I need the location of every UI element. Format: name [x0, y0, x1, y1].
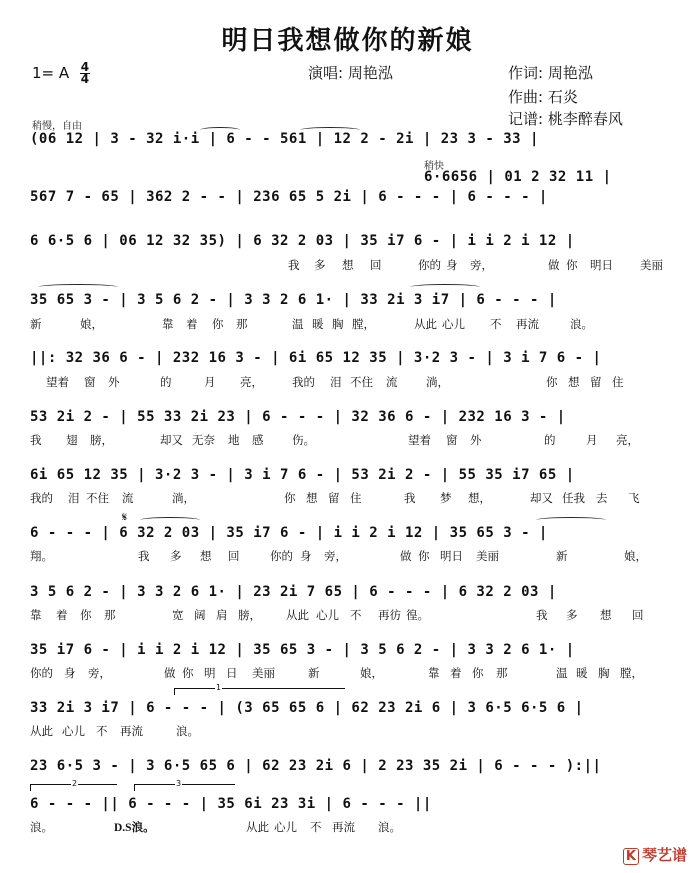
- lyric-syllable: 想，: [468, 491, 491, 505]
- meter-bottom: 4: [80, 72, 90, 86]
- notation-row-13: 23 6·5 3 - | 3 6·5 65 6 | 62 23 2i 6 | 2 23 35 2i | 6 - - - ):||: [30, 758, 602, 774]
- transcriber-credit: 记谱: 桃李醉春风: [508, 110, 623, 128]
- slur-mark: [536, 517, 606, 523]
- lyric-syllable: 我的: [30, 491, 53, 505]
- lyric-syllable: 从此: [414, 317, 437, 331]
- lyric-syllable: 旁，: [470, 258, 493, 272]
- slur-mark: [200, 127, 240, 133]
- composer-credit: 作曲: 石炎: [508, 88, 578, 106]
- lyric-syllable: 多: [314, 258, 326, 272]
- lyricist-credit: 作词: 周艳泓: [508, 64, 593, 82]
- lyric-syllable: 留: [590, 375, 602, 389]
- lyrics-row-6: [0, 548, 695, 564]
- lyric-syllable: 多: [170, 549, 182, 563]
- volta-bracket-2: [30, 779, 117, 791]
- notation-row-2: 6·6656 | 01 2 32 11 |: [424, 169, 612, 185]
- lyric-syllable: 再流: [332, 820, 355, 834]
- notation-row-9: 6 - - - | 6 32 2 03 | 35 i7 6 - | i i 2 i 12 | 35 65 3 - |: [30, 525, 548, 541]
- lyric-syllable: 窗: [84, 375, 96, 389]
- lyric-syllable: 外: [470, 433, 482, 447]
- lyric-syllable: 美丽: [640, 258, 663, 272]
- lyric-syllable: 明日: [440, 549, 463, 563]
- lyric-syllable: 的: [544, 433, 556, 447]
- lyric-syllable: 温: [556, 666, 568, 680]
- lyric-syllable: 做: [400, 549, 412, 563]
- site-watermark: [623, 844, 687, 865]
- lyric-syllable: 娘，: [624, 549, 647, 563]
- lyric-syllable: 美丽: [476, 549, 499, 563]
- lyric-syllable: 身: [300, 549, 312, 563]
- lyric-syllable: 新: [30, 317, 42, 331]
- watermark-text: 琴艺谱: [641, 846, 687, 864]
- lyric-syllable: 你: [182, 666, 194, 680]
- lyric-syllable: 亮，: [616, 433, 639, 447]
- lyric-syllable: 那: [104, 608, 116, 622]
- lyric-syllable: 我: [138, 549, 150, 563]
- lyric-syllable: 梦: [440, 491, 452, 505]
- lyric-syllable: 温: [292, 317, 304, 331]
- lyric-syllable: 任我: [562, 491, 585, 505]
- lyric-syllable: 胸: [332, 317, 344, 331]
- lyric-syllable: 心儿: [442, 317, 465, 331]
- lyric-syllable: 淌，: [172, 491, 195, 505]
- lyric-syllable: 却又: [530, 491, 553, 505]
- lyric-syllable: 月: [586, 433, 598, 447]
- lyric-syllable: 明日: [590, 258, 613, 272]
- tempo-mark-slow: 稍慢，自由: [32, 121, 82, 132]
- lyric-syllable: 身: [446, 258, 458, 272]
- lyric-syllable: 我: [404, 491, 416, 505]
- watermark-logo-icon: K: [623, 848, 639, 865]
- lyrics-row-10: [0, 819, 695, 835]
- lyric-syllable: 膀，: [238, 608, 261, 622]
- lyrics-row-3: [0, 374, 695, 390]
- lyric-syllable: 暖: [312, 317, 324, 331]
- lyric-syllable: 去: [596, 491, 608, 505]
- lyric-syllable: 娘，: [360, 666, 383, 680]
- lyrics-row-8: [0, 665, 695, 681]
- lyric-syllable: 再流: [120, 724, 143, 738]
- lyric-syllable: 感: [252, 433, 264, 447]
- lyric-syllable: 心儿: [274, 820, 297, 834]
- notation-row-14: 6 - - - || 6 - - - | 35 6i 23 3i | 6 - - - ||: [30, 796, 432, 812]
- lyric-syllable: 从此: [286, 608, 309, 622]
- notation-row-7: 53 2i 2 - | 55 33 2i 23 | 6 - - - | 32 36 6 - | 232 16 3 - |: [30, 409, 566, 425]
- lyric-syllable: 娘，: [80, 317, 103, 331]
- lyric-syllable: 你: [212, 317, 224, 331]
- lyric-syllable: 你: [418, 549, 430, 563]
- lyric-syllable: 膀，: [90, 433, 113, 447]
- lyric-syllable: 那: [496, 666, 508, 680]
- lyric-syllable: 翅: [66, 433, 78, 447]
- lyric-syllable: 你: [546, 375, 558, 389]
- lyrics-row-4: [0, 432, 695, 448]
- lyric-syllable: 阔: [194, 608, 206, 622]
- notation-row-8: 6i 65 12 35 | 3·2 3 - | 3 i 7 6 - | 53 2i 2 - | 55 35 i7 65 |: [30, 467, 575, 483]
- lyric-syllable: 从此: [30, 724, 53, 738]
- lyric-syllable: 心儿: [316, 608, 339, 622]
- lyric-syllable: 不住: [350, 375, 373, 389]
- lyric-syllable: 不: [350, 608, 362, 622]
- volta-number-2: 2: [72, 779, 78, 788]
- lyric-syllable: 着: [186, 317, 198, 331]
- lyric-syllable: 回: [370, 258, 382, 272]
- lyric-syllable: 身: [64, 666, 76, 680]
- lyric-syllable: 你: [472, 666, 484, 680]
- lyric-syllable: 不: [310, 820, 322, 834]
- lyric-syllable: 旁，: [88, 666, 111, 680]
- slur-mark: [410, 284, 480, 290]
- lyric-syllable: 你的: [418, 258, 441, 272]
- lyric-syllable: 月: [204, 375, 216, 389]
- lyric-syllable: 靠: [428, 666, 440, 680]
- lyrics-row-7: [0, 607, 695, 623]
- lyric-syllable: 心儿: [62, 724, 85, 738]
- lyric-syllable: 新: [308, 666, 320, 680]
- notation-row-5: 35 65 3 - | 3 5 6 2 - | 3 3 2 6 1· | 33 2i 3 i7 | 6 - - - |: [30, 292, 557, 308]
- lyric-syllable: 浪。: [378, 820, 401, 834]
- lyric-syllable: 我: [288, 258, 300, 272]
- lyric-syllable: 望着: [46, 375, 69, 389]
- lyric-syllable: 再彷: [378, 608, 401, 622]
- lyric-syllable: 再流: [516, 317, 539, 331]
- lyric-syllable: 你: [80, 608, 92, 622]
- notation-row-1: (06 12 | 3 - 32 i·i | 6 - - 561 | 12 2 - 2i | 23 3 - 33 |: [30, 131, 539, 147]
- volta-number-1: 1: [216, 683, 222, 692]
- segno-sign: 𝄋: [122, 510, 128, 524]
- lyric-syllable: 做: [548, 258, 560, 272]
- lyric-syllable: 你的: [30, 666, 53, 680]
- slur-mark: [140, 517, 200, 523]
- lyric-syllable: 想: [600, 608, 612, 622]
- tempo-mark-fast: 稍快: [424, 161, 444, 172]
- lyrics-row-1: [0, 257, 695, 273]
- lyric-syllable: 胸: [598, 666, 610, 680]
- lyric-syllable: 浪。: [570, 317, 593, 331]
- lyric-syllable: 靠: [30, 608, 42, 622]
- slur-mark: [38, 284, 118, 290]
- lyric-syllable: 着: [450, 666, 462, 680]
- volta-number-3: 3: [176, 779, 182, 788]
- lyric-syllable: 我的: [292, 375, 315, 389]
- lyric-syllable: 不: [490, 317, 502, 331]
- lyric-syllable: 伤。: [292, 433, 315, 447]
- notation-row-4: 6 6·5 6 | 06 12 32 35) | 6 32 2 03 | 35 i7 6 - | i i 2 i 12 |: [30, 233, 575, 249]
- notation-row-3: 567 7 - 65 | 362 2 - - | 236 65 5 2i | 6 - - - | 6 - - - |: [30, 189, 548, 205]
- lyric-syllable: 徨。: [406, 608, 429, 622]
- lyric-syllable: 肩: [216, 608, 228, 622]
- lyric-syllable: 不住: [86, 491, 109, 505]
- lyric-syllable: 我: [30, 433, 42, 447]
- lyrics-row-9: [0, 723, 695, 739]
- lyrics-row-5: [0, 490, 695, 506]
- lyric-syllable: 回: [228, 549, 240, 563]
- notation-row-10: 3 5 6 2 - | 3 3 2 6 1· | 23 2i 7 65 | 6 - - - | 6 32 2 03 |: [30, 584, 557, 600]
- lyric-syllable: 飞: [628, 491, 640, 505]
- lyric-syllable: 的: [160, 375, 172, 389]
- lyric-syllable: 你: [284, 491, 296, 505]
- lyric-syllable: 想: [306, 491, 318, 505]
- lyric-syllable: 流: [122, 491, 134, 505]
- lyric-syllable: 泪: [330, 375, 342, 389]
- key-signature: [32, 62, 90, 85]
- lyric-syllable: 却又: [160, 433, 183, 447]
- lyric-syllable: 不: [96, 724, 108, 738]
- lyric-syllable: D.S浪。: [114, 822, 155, 834]
- lyric-syllable: 着: [56, 608, 68, 622]
- lyric-syllable: 浪。: [30, 820, 53, 834]
- page-title: 明日我想做你的新娘: [221, 26, 474, 56]
- lyric-syllable: 住: [612, 375, 624, 389]
- lyric-syllable: 明: [204, 666, 216, 680]
- lyric-syllable: 外: [108, 375, 120, 389]
- lyric-syllable: 想: [568, 375, 580, 389]
- lyric-syllable: 新: [556, 549, 568, 563]
- lyric-syllable: 泪: [68, 491, 80, 505]
- lyric-syllable: 日: [226, 666, 238, 680]
- lyric-syllable: 回: [632, 608, 644, 622]
- lyric-syllable: 你: [566, 258, 578, 272]
- notation-row-6: ||: 32 36 6 - | 232 16 3 - | 6i 65 12 35 | 3·2 3 - | 3 i 7 6 - |: [30, 350, 602, 366]
- lyric-syllable: 想: [342, 258, 354, 272]
- lyrics-row-2: [0, 316, 695, 332]
- lyric-syllable: 亮，: [240, 375, 263, 389]
- lyric-syllable: 你的: [270, 549, 293, 563]
- time-signature: [80, 62, 90, 85]
- lyric-syllable: 想: [200, 549, 212, 563]
- lyric-syllable: 翔。: [30, 549, 53, 563]
- lyric-syllable: 窗: [446, 433, 458, 447]
- lyric-syllable: 我: [536, 608, 548, 622]
- lyric-syllable: 暖: [576, 666, 588, 680]
- lyric-syllable: 旁，: [324, 549, 347, 563]
- lyric-syllable: 靠: [162, 317, 174, 331]
- lyric-syllable: 地: [228, 433, 240, 447]
- slur-mark: [300, 127, 360, 133]
- lyric-syllable: 多: [566, 608, 578, 622]
- volta-bracket-1: [174, 683, 345, 695]
- lyric-syllable: 膛，: [352, 317, 375, 331]
- lyric-syllable: 住: [350, 491, 362, 505]
- volta-bracket-3: [134, 779, 235, 791]
- lyric-syllable: 流: [386, 375, 398, 389]
- lyric-syllable: 留: [328, 491, 340, 505]
- lyric-syllable: 做: [164, 666, 176, 680]
- lyric-syllable: 从此: [246, 820, 269, 834]
- notation-row-12: 33 2i 3 i7 | 6 - - - | (3 65 65 6 | 62 23 2i 6 | 3 6·5 6·5 6 |: [30, 700, 584, 716]
- lyric-syllable: 那: [236, 317, 248, 331]
- lyric-syllable: 美丽: [252, 666, 275, 680]
- singer-credit: 演唱: 周艳泓: [308, 64, 393, 82]
- key-label: 1= A: [32, 64, 70, 82]
- notation-row-11: 35 i7 6 - | i i 2 i 12 | 35 65 3 - | 3 5 6 2 - | 3 3 2 6 1· |: [30, 642, 575, 658]
- lyric-syllable: 浪。: [176, 724, 199, 738]
- lyric-syllable: 无奈: [192, 433, 215, 447]
- lyric-syllable: 膛，: [620, 666, 643, 680]
- lyric-syllable: 淌，: [426, 375, 449, 389]
- meter-top: 4: [80, 60, 90, 74]
- lyric-syllable: 望着: [408, 433, 431, 447]
- lyric-syllable: 宽: [172, 608, 184, 622]
